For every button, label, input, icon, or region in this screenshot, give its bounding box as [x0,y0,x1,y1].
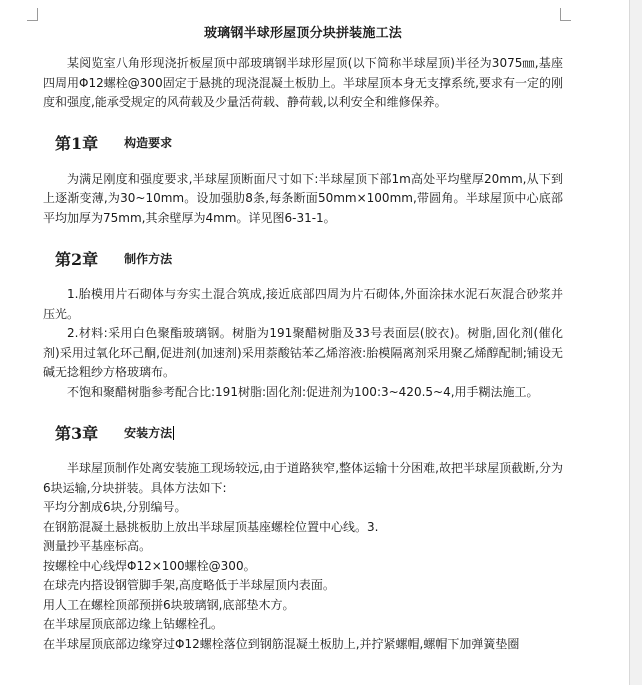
chapter-name: 构造要求 [124,136,173,150]
chapter-number: 第2章 [55,249,99,269]
text-cursor [173,426,174,440]
step-line: 在钢筋混凝土悬挑板肋上放出半球屋顶基座螺栓位置中心线。3. [43,519,379,534]
margin-corner-mark [560,8,571,21]
chapter-heading [55,418,563,446]
step-line: 在半球屋顶底部边缘上钻螺栓孔。 [43,617,224,631]
step-line: 平均分割成6块,分别编号。 [43,500,187,514]
margin-corner-mark [27,8,38,21]
document-body[interactable] [43,22,563,654]
step-line: 用人工在螺栓顶部预拼6块玻璃钢,底部垫木方。 [43,597,295,612]
paragraph: 1.胎模用片石砌体与夯实土混合筑成,接近底部四周为片石砌体,外面涂抹水泥石灰混合砂浆并压光。 [43,287,563,321]
vertical-scrollbar[interactable] [629,0,642,685]
paragraph: 不饱和聚醋树脂参考配合比:191树脂:固化剂:促进剂为100:3~420.5~4,用手糊法施工。 [67,384,539,399]
paragraph: 为满足刚度和强度要求,半球屋顶断面尺寸如下:半球屋顶下部1m高处平均壁厚20mm,从下到上逐渐变薄,为30~10mm。设加强肋8条,每条断面50mm×100mm,带圆角。半球屋顶中心底部平均加厚为75mm,其余壁厚为4mm。详见图6-31-1。 [43,171,563,225]
document-title: 玻璃钢半球形屋顶分块拼装施工法 [203,26,402,41]
paragraph: 2.材料:采用白色聚酯玻璃钢。树脂为191聚醋树脂及33号表面层(胶衣)。树脂,固化剂(催化剂)采用过氧化环己酮,促进剂(加速剂)采用萘酸钴苯乙烯溶液:胎模隔离剂采用聚乙烯醇配制;铺设无碱无捻粗纱方格玻璃布。 [43,326,563,379]
step-line: 测量抄平基座标高。 [43,539,152,553]
chapter-number: 第3章 [55,423,99,443]
paragraph: 半球屋顶制作处离安装施工现场较远,由于道路狭窄,整体运输十分困难,故把半球屋顶截断,分为6块运输,分块拼装。具体方法如下: [43,461,563,495]
step-line: 在球壳内搭设钢管脚手架,高度略低于半球屋顶内表面。 [43,578,335,592]
chapter-name: 制作方法 [124,251,173,266]
step-line: 在半球屋顶底部边缘穿过Φ12螺栓落位到钢筋混凝土板肋上,并拧紧螺帽,螺帽下加弹簧垫圈 [43,636,520,651]
intro-paragraph: 某阅览室八角形现浇折板屋顶中部玻璃钢半球形屋顶(以下简称半球屋顶)半径为3075㎜,基座四周用Φ12螺栓@300固定于悬挑的现浇混凝土板肋上。半球屋顶本身无支撑系统,要求有一定的刚度和强度,能承受规定的风荷载及少量活荷载、静荷载,以利安全和维修保养。 [43,56,563,109]
chapter-number: 第1章 [55,134,99,153]
chapter-heading [55,244,563,272]
chapter-heading [55,129,563,157]
step-line: 按螺栓中心线焊Φ12×100螺栓@300。 [43,558,256,573]
chapter-name-text: 安装方法 [124,425,173,440]
chapter-name [124,424,174,441]
